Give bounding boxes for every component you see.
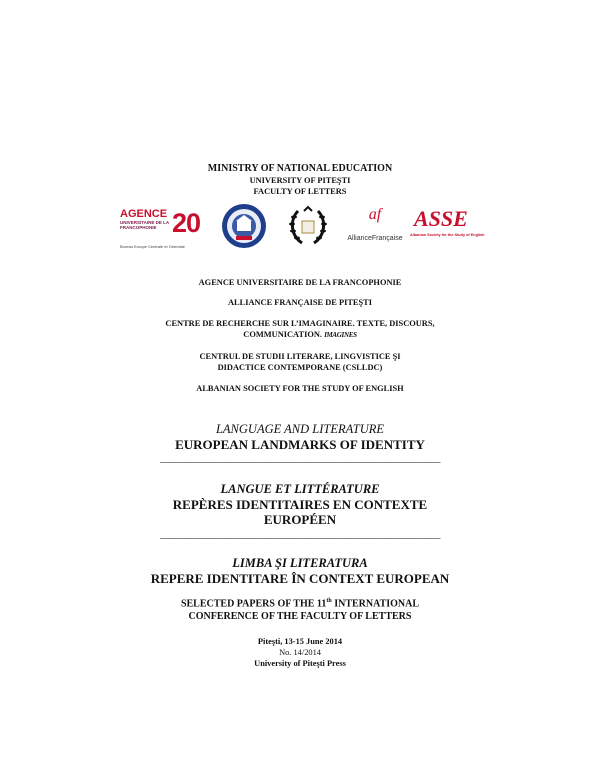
title-ro-bold: REPERE IDENTITARE ÎN CONTEXT EUROPEAN: [150, 571, 450, 586]
faculty-heading: FACULTY OF LETTERS: [253, 187, 347, 196]
asse-wordmark: ASSE: [414, 206, 468, 231]
divider-1: ________________________________________________________: [160, 452, 440, 464]
organizer-centre-text: COMMUNICATION.: [243, 330, 322, 339]
logos-row: [120, 203, 485, 249]
publisher: University of Piteşti Press: [254, 659, 346, 668]
divider-2: ________________________________________________________: [160, 528, 440, 540]
title-fr-bold-1: REPÈRES IDENTITAIRES EN CONTEXTE: [172, 497, 428, 512]
title-ro-italic: LIMBA ŞI LITERATURA: [232, 556, 368, 570]
university-seal-logo: [220, 203, 268, 249]
organizer-alliance: ALLIANCE FRANÇAISE DE PITEŞTI: [227, 298, 373, 307]
auf-logo-subtitle: UNIVERSITAIRE DE LA FRANCOPHONIE: [120, 220, 170, 230]
organizer-csl-line1: CENTRUL DE STUDII LITERARE, LINGVISTICE ŞI: [199, 352, 401, 361]
papers-line1-sup: th: [326, 598, 332, 604]
auf-logo: [120, 203, 185, 249]
twenty-years-number: 20: [172, 208, 201, 238]
alliance-mark: af: [368, 206, 382, 223]
asse-logo: [410, 203, 485, 249]
imagines-logo: IMAGINES: [324, 331, 357, 339]
title-en-bold: EUROPEAN LANDMARKS OF IDENTITY: [175, 437, 425, 452]
alliance-francaise-logo: [346, 203, 404, 249]
papers-line1: [0, 598, 600, 609]
twenty-years-logo: [172, 203, 212, 249]
papers-line2: CONFERENCE OF THE FACULTY OF LETTERS: [188, 611, 412, 622]
laurel-wreath-logo: [284, 203, 332, 249]
auf-logo-word: AGENCE: [120, 208, 168, 220]
place-date: Piteşti, 13-15 June 2014: [257, 637, 343, 646]
organizer-csl-line2: DIDACTICE CONTEMPORANE (CSLLDC): [217, 363, 383, 372]
title-fr-italic: LANGUE ET LITTÉRATURE: [220, 482, 380, 496]
title-en-italic: LANGUAGE AND LITERATURE: [215, 422, 385, 436]
alliance-text: AllianceFrançaise: [347, 235, 403, 242]
organizer-centre-line1: CENTRE DE RECHERCHE SUR L’IMAGINAIRE. TEXTE, DISCOURS,: [165, 319, 435, 328]
auf-logo-caption: Bureau Europe Centrale et Orientale: [120, 244, 185, 249]
university-heading: UNIVERSITY OF PITEŞTI: [249, 176, 351, 185]
papers-line1-start: SELECTED PAPERS OF THE 11: [180, 598, 327, 610]
title-fr-bold-2: EUROPÉEN: [263, 512, 337, 527]
organizer-auf: AGENCE UNIVERSITAIRE DE LA FRANCOPHONIE: [198, 278, 402, 287]
ministry-heading: MINISTRY OF NATIONAL EDUCATION: [207, 163, 393, 174]
organizer-centre-line2: [0, 330, 600, 339]
issue-number: No. 14/2014: [279, 648, 321, 657]
papers-line1-end: INTERNATIONAL: [331, 598, 420, 610]
organizer-assoc: ALBANIAN SOCIETY FOR THE STUDY OF ENGLISH: [196, 384, 404, 393]
asse-caption: Albanian Society for the Study of English: [410, 233, 485, 237]
